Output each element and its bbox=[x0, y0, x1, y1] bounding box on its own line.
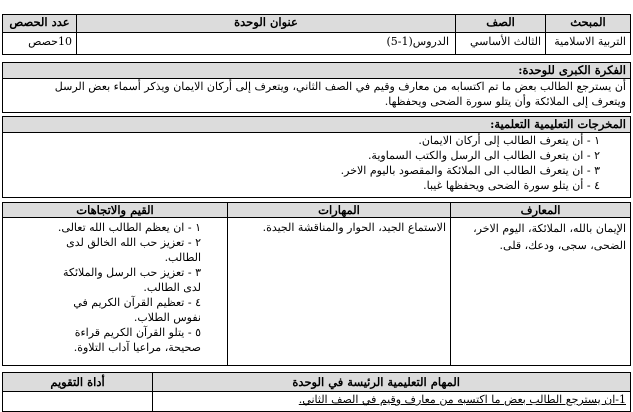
values-cell bbox=[2, 217, 228, 366]
periods-value: 10حصص bbox=[28, 35, 72, 48]
outcome-item-3: ٣ - ان يتعرف الطالب الى الملائكة والمقصود باليوم الاخر. bbox=[340, 164, 600, 177]
periods-header-cell bbox=[2, 14, 77, 33]
values-item-1: ١ - ان يعظم الطالب الله تعالى. bbox=[57, 221, 201, 234]
values-list bbox=[3, 218, 227, 355]
unit-title-value-cell bbox=[76, 32, 456, 55]
unit-title-label: عنوان الوحدة bbox=[234, 15, 298, 29]
tasks-first-item: 1-ان يسترجع الطالب بعض ما اكتسبه من معارف وقيم في الصف الثاني. bbox=[298, 393, 626, 406]
knowledge-label: المعارف bbox=[520, 203, 561, 217]
big-idea-line-2: ويتعرف إلى الملائكة وأن يتلو سورة الضحى ويحفظها. bbox=[384, 95, 626, 108]
big-idea-section bbox=[2, 62, 631, 113]
values-item-2: ٢ - تعزيز حب الله الخالق لدى الطالب. bbox=[66, 236, 201, 264]
outcome-item-4: ٤ - أن يتلو سورة الضحى ويحفظها غيبا. bbox=[423, 179, 600, 192]
outcome-item-1: ١ - أن يتعرف الطالب إلى أركان الايمان. bbox=[418, 134, 600, 147]
tasks-body-cell bbox=[152, 391, 631, 412]
assessment-body-cell bbox=[2, 391, 153, 412]
periods-value-cell bbox=[2, 32, 77, 55]
values-label: القيم والاتجاهات bbox=[76, 203, 154, 217]
periods-label: عدد الحصص bbox=[9, 15, 70, 29]
big-idea-line-1: أن يسترجع الطالب بعض ما تم اكتسابه من معارف وقيم في الصف الثاني، ويتعرف إلى أركان الايمان ويذكر أسماء بعض الرسل bbox=[54, 80, 626, 93]
grade-value: الثالث الأساسي bbox=[469, 35, 541, 48]
unit-title-value: الدروس(1-5) bbox=[386, 35, 449, 48]
subject-header-cell bbox=[545, 14, 631, 33]
assessment-header-cell bbox=[2, 372, 153, 392]
knowledge-cell bbox=[450, 217, 631, 366]
tasks-label: المهام التعليمية الرئيسة في الوحدة bbox=[292, 375, 460, 389]
skills-header-cell bbox=[227, 202, 451, 218]
outcomes-title: المخرجات التعليمية التعلمية: bbox=[3, 117, 630, 133]
knowledge-text: الإيمان بالله، الملائكة، اليوم الاخر، الضحى، سجى، ودعك، قلى. bbox=[473, 222, 626, 252]
subject-label: المبحث bbox=[570, 15, 606, 29]
skills-text: الاستماع الجيد، الحوار والمناقشة الجيدة. bbox=[262, 221, 446, 234]
values-item-3: ٣ - تعزيز حب الرسل والملائكة لدى الطالب. bbox=[63, 266, 201, 294]
subject-value-cell bbox=[545, 32, 631, 55]
outcomes-list bbox=[3, 133, 630, 193]
grade-label: الصف bbox=[486, 15, 515, 29]
grade-value-cell bbox=[455, 32, 546, 55]
values-item-4: ٤ - تعظيم القرآن الكريم في نفوس الطلاب. bbox=[73, 296, 201, 324]
values-header-cell bbox=[2, 202, 228, 218]
skills-label: المهارات bbox=[318, 203, 360, 217]
unit-title-header-cell bbox=[76, 14, 456, 33]
tasks-header-cell bbox=[152, 372, 631, 392]
skills-cell bbox=[227, 217, 451, 366]
subject-value: التربية الاسلامية bbox=[554, 35, 626, 48]
big-idea-title: الفكرة الكبرى للوحدة: bbox=[3, 63, 630, 79]
values-item-5: ٥ - يتلو القرآن الكريم قراءة صحيحة، مراعيا آداب التلاوة. bbox=[73, 326, 201, 354]
outcome-item-2: ٢ - ان يتعرف الطالب الى الرسل والكتب السماوية. bbox=[367, 149, 600, 162]
grade-header-cell bbox=[455, 14, 546, 33]
assessment-label: أداة التقويم bbox=[50, 375, 105, 389]
outcomes-section bbox=[2, 116, 631, 198]
knowledge-header-cell bbox=[450, 202, 631, 218]
